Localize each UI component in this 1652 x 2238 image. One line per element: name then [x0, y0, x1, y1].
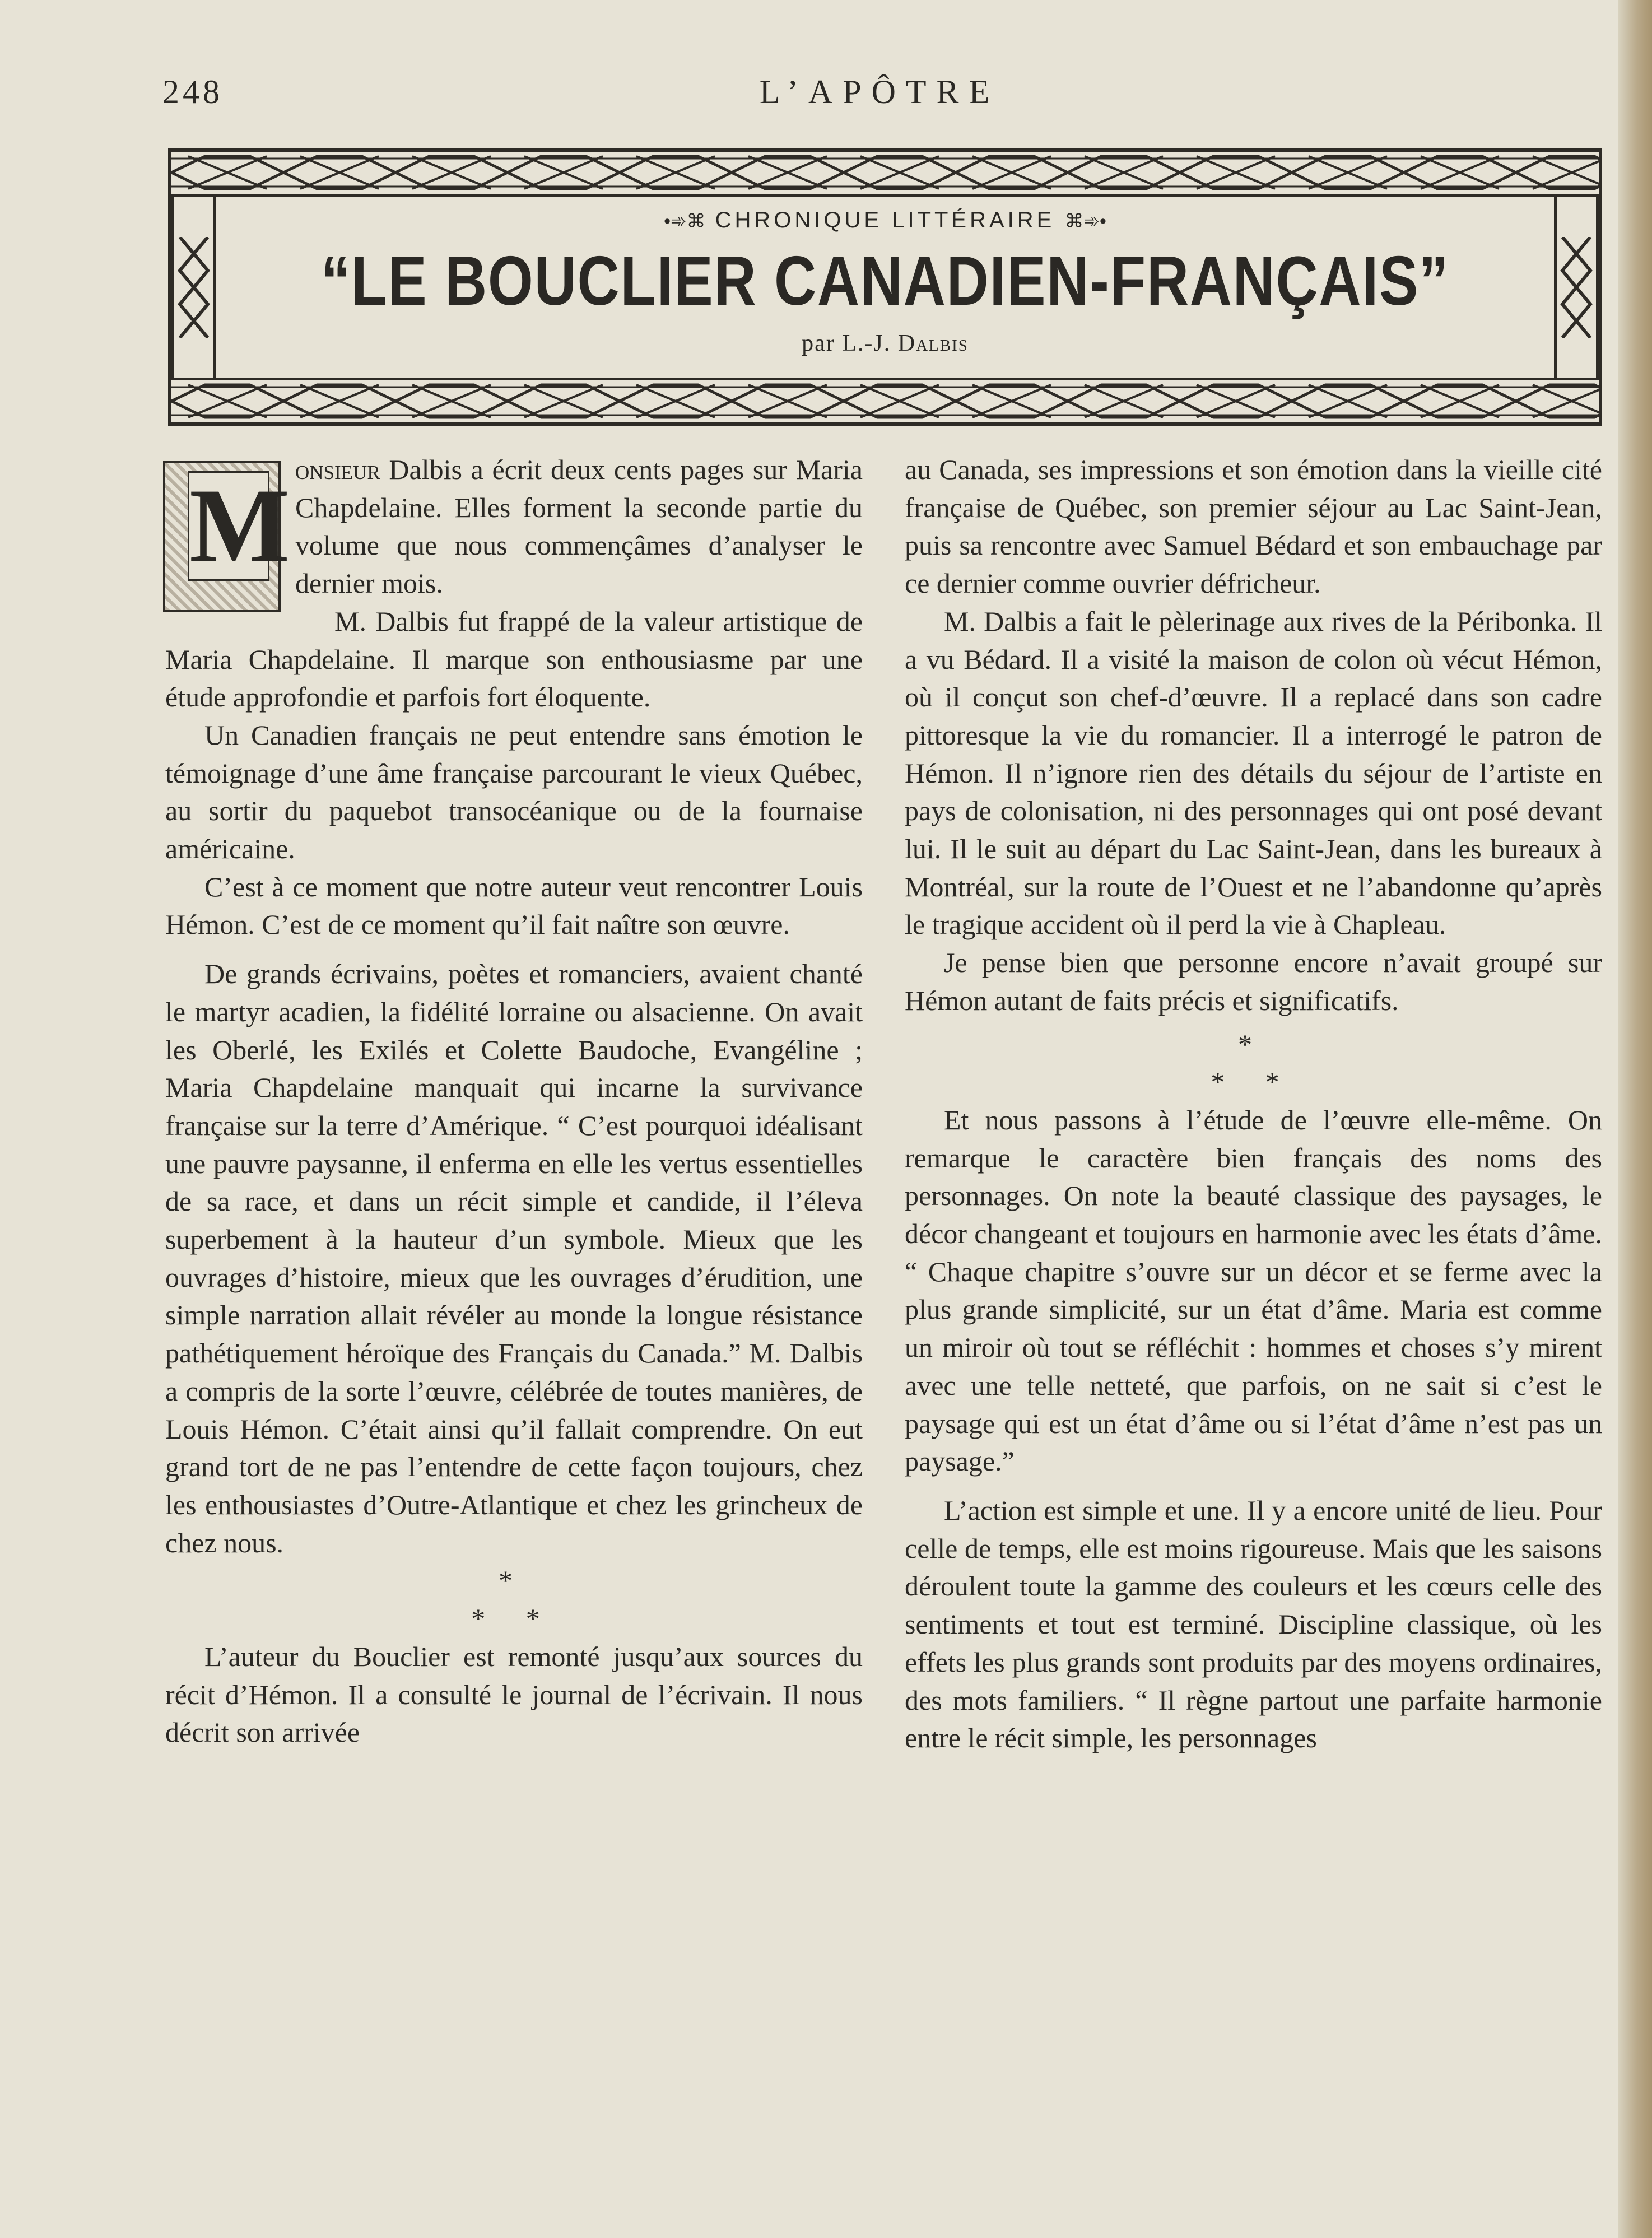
asterism-bottom: * *	[471, 1603, 557, 1635]
side-ornament-left	[174, 237, 213, 338]
paragraph-3: Un Canadien français ne peut entendre sans émotion le témoignage d’une âme française parcourant le vieux Québec, au sortir du paquebot transocéanique ou de la fournaise américaine.	[165, 719, 863, 865]
paragraph-9: Et nous passons à l’étude de l’œuvre elle-même. On remarque le caractère bien français des noms des personnages. On note la beauté classique des paysages, le décor changeant et toujours en harmonie avec les états d’âme. “ Chaque chapitre s’ouvre sur un décor et se ferme avec la plus grande simplicité, sur un état d’âme. Maria est comme un miroir où tout se réfléchit : hommes et choses s’y mirent avec une telle netteté, que parfois, on ne sait si c’est le paysage qui est un état d’âme ou si l’état d’âme n’est pas un paysage.”	[905, 1104, 1602, 1477]
paragraph-5: De grands écrivains, poètes et romanciers, avaient chanté le martyr acadien, la fidélité lorraine ou alsacienne. On avait les Oberlé, les Exilés et Colette Baudoche, Evangéline ; Maria Chapdelaine manquait qui incarne la survivance française sur la terre d’Amérique. “ C’est pourquoi idéalisant une pauvre paysanne, il enferma en elle les vertus essentielles de sa race, et dans un récit simple et candide, il l’éleva superbement à la hauteur d’un symbole. Mieux que les ouvrages d’histoire, mieux que les ouvrages d’érudition, une simple narration allait révéler au monde la longue résistance pathétiquement héroïque des Français du Canada.” M. Dalbis a compris de la sorte l’œuvre, célébrée de toutes manières, de Louis Hémon. C’était ainsi qu’il fallait comprendre. On eut grand tort de ne pas l’entendre de cette façon toujours, chez les enthousiastes d’Outre-Atlantique et chez les grincheux de chez nous.	[165, 958, 863, 1558]
border-ornament-top	[171, 152, 1599, 194]
paragraph-1-text: Dalbis a écrit deux cents pages sur Maria Chapdelaine. Elles forment la seconde partie du volume que nous commençâmes d’analyser le dernier mois.	[295, 454, 863, 599]
right-column	[905, 451, 1602, 1757]
page-number: 248	[162, 73, 223, 110]
running-head	[157, 73, 1602, 118]
byline	[171, 330, 1599, 357]
kicker-ornament-left-icon: •➾⌘	[664, 211, 706, 232]
kicker-ornament-right-icon: ⌘➾•	[1064, 211, 1106, 232]
side-ornament-right	[1557, 237, 1596, 338]
frame-border-top	[171, 152, 1599, 197]
asterism-top-right: *	[1238, 1028, 1269, 1060]
paragraph-4: C’est à ce moment que notre auteur veut rencontrer Louis Hémon. C’est de ce moment qu’il fait naître son œuvre.	[165, 871, 863, 941]
left-column	[165, 451, 863, 1752]
paragraph-7: M. Dalbis a fait le pèlerinage aux rives de la Péribonka. Il a vu Bédard. Il a visité la maison de colon où vécut Hémon, où il conçut son chef-d’œuvre. Il a replacé dans son cadre pittoresque la vie du romancier. Il a interrogé le patron de Hémon. Il n’ignore rien des détails du séjour de l’artiste en pays de colonisation, ni des personnages qui ont posé devant lui. Il le suit au départ du Lac Saint-Jean, dans les bureaux à Montréal, sur la route de l’Ouest et ne l’abandonne qu’après le tragique accident où il perd la vie à Chapleau.	[905, 605, 1602, 941]
header-frame	[168, 148, 1602, 426]
frame-border-bottom	[171, 378, 1599, 422]
byline-author: Dalbis	[897, 331, 969, 356]
page-edge	[1618, 0, 1652, 2238]
asterism-top: *	[499, 1565, 529, 1597]
opening-small-caps: onsieur	[295, 454, 380, 485]
paragraph-10: L’action est simple et une. Il y a encore unité de lieu. Pour celle de temps, elle est moins rigoureuse. Mais que les saisons déroulent toute la gamme des couleurs et les cœurs celle des sentiments et tout est terminé. Discipline classique, où les effets les plus grands sont produits par des moyens ordinaires, des mots familiers. “ Il règne partout une parfaite harmonie entre le récit simple, les personnages	[905, 1494, 1602, 1754]
running-title: L’APÔTRE	[759, 73, 1000, 110]
border-ornament-bottom	[171, 380, 1599, 422]
drop-cap	[163, 461, 290, 612]
paragraph-8: Je pense bien que personne encore n’avait groupé sur Hémon autant de faits précis et significatifs.	[905, 947, 1602, 1016]
section-kicker	[171, 208, 1599, 233]
paragraph-6: L’auteur du Bouclier est remonté jusqu’aux sources du récit d’Hémon. Il a consulté le journal de l’écrivain. Il nous décrit son arrivée	[165, 1640, 863, 1748]
paragraph-continued: au Canada, ses impressions et son émotion dans la vieille cité française de Québec, son premier séjour au Lac Saint-Jean, puis sa rencontre avec Samuel Bédard et son embauchage par ce dernier comme ouvrier défricheur.	[905, 454, 1602, 599]
kicker-text: CHRONIQUE LITTÉRAIRE	[715, 208, 1055, 232]
paragraph-2: M. Dalbis fut frappé de la valeur artistique de Maria Chapdelaine. Il marque son enthousiasme par une étude approfondie et parfois fort éloquente.	[165, 605, 863, 713]
article-title: “LE BOUCLIER CANADIEN-FRANÇAIS”	[321, 243, 1449, 320]
asterism-bottom-right: * *	[1211, 1066, 1296, 1098]
drop-cap-letter: M	[188, 471, 269, 581]
byline-prefix: par L.-J.	[802, 331, 898, 356]
